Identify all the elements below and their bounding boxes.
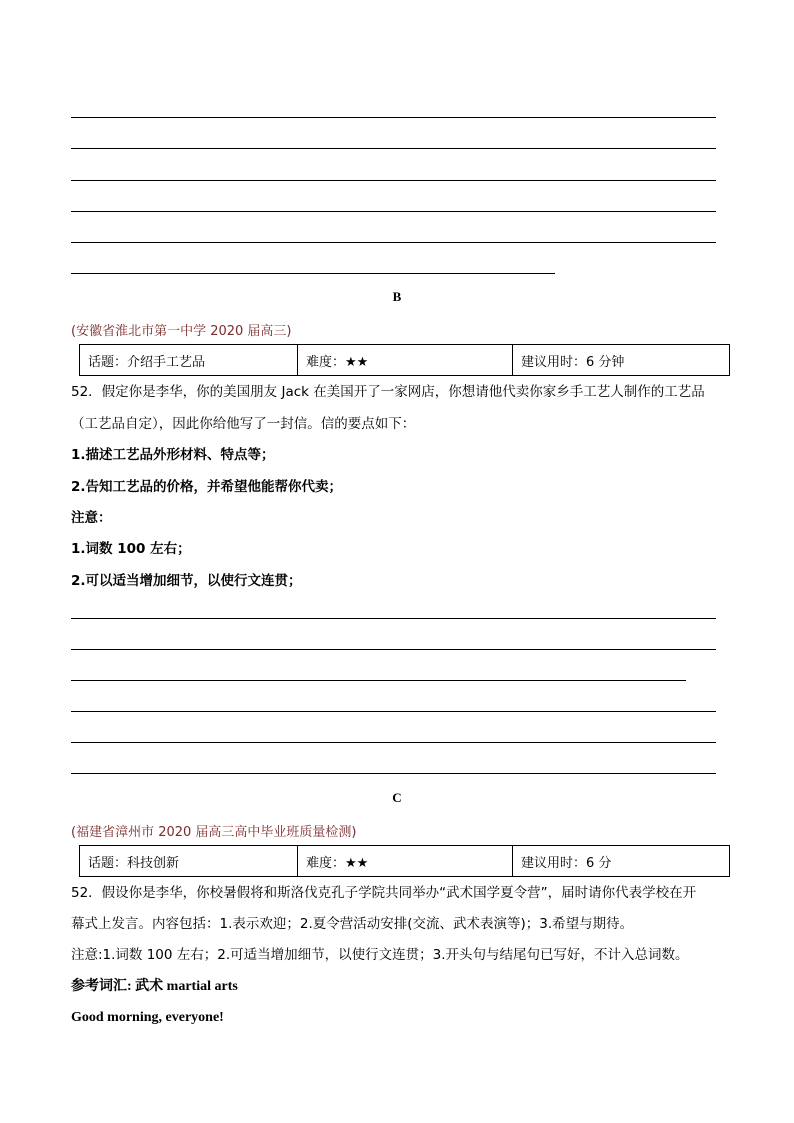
writing-line bbox=[71, 273, 555, 274]
writing-line bbox=[71, 649, 716, 650]
writing-line bbox=[71, 180, 716, 181]
prompt-text: 幕式上发言。内容包括：1.表示欢迎；2.夏令营活动安排(交流、武术表演等)；3.希望与期待。 bbox=[71, 916, 634, 932]
note-label: 注意： bbox=[71, 510, 112, 526]
requirement-point: 2.告知工艺品的价格，并希望他能帮你代卖； bbox=[71, 479, 343, 495]
section-b-source: (安徽省淮北市第一中学 2020 届高三) bbox=[71, 324, 292, 339]
writing-line bbox=[71, 242, 716, 243]
writing-line bbox=[71, 148, 716, 149]
writing-line bbox=[71, 711, 716, 712]
section-c-label: C bbox=[392, 790, 402, 805]
prompt-text: 52．假设你是李华，你校暑假将和斯洛伐克孔子学院共同举办“武术国学夏令营”，届时请你代表学校在开 bbox=[71, 885, 697, 901]
writing-line bbox=[71, 211, 716, 212]
topic-cell: 话题：科技创新 bbox=[80, 846, 298, 877]
note-item: 2.可以适当增加细节，以使行文连贯； bbox=[71, 573, 302, 589]
writing-line bbox=[71, 773, 716, 774]
section-c-source: (福建省漳州市 2020 届高三高中毕业班质量检测) bbox=[71, 825, 357, 840]
prompt-text: 52．假定你是李华，你的美国朋友 Jack 在美国开了一家网店，你想请他代卖你家乡手工艺人制作的工艺品 bbox=[71, 384, 705, 400]
section-c-info-table bbox=[79, 845, 730, 877]
note-text: 注意:1.词数 100 左右；2.可适当增加细节，以使行文连贯；3.开头句与结尾句已写好，不计入总词数。 bbox=[71, 947, 689, 963]
time-cell: 建议用时：6 分 bbox=[513, 846, 730, 877]
writing-line bbox=[71, 117, 716, 118]
time-cell: 建议用时：6 分钟 bbox=[513, 345, 730, 376]
topic-cell: 话题：介绍手工艺品 bbox=[80, 345, 298, 376]
reference-vocab: 参考词汇: 武术 martial arts bbox=[71, 979, 238, 994]
difficulty-cell: 难度：★★ bbox=[298, 345, 513, 376]
section-b-info-table bbox=[79, 344, 730, 376]
section-b-label: B bbox=[392, 289, 402, 304]
difficulty-cell: 难度：★★ bbox=[298, 846, 513, 877]
requirement-point: 1.描述工艺品外形材料、特点等； bbox=[71, 447, 275, 463]
writing-line bbox=[71, 618, 716, 619]
opening-sentence: Good morning, everyone! bbox=[71, 1010, 224, 1025]
note-item: 1.词数 100 左右； bbox=[71, 541, 191, 557]
prompt-text: （工艺品自定），因此你给他写了一封信。信的要点如下： bbox=[71, 416, 416, 432]
writing-line bbox=[71, 742, 716, 743]
writing-line bbox=[71, 680, 686, 681]
